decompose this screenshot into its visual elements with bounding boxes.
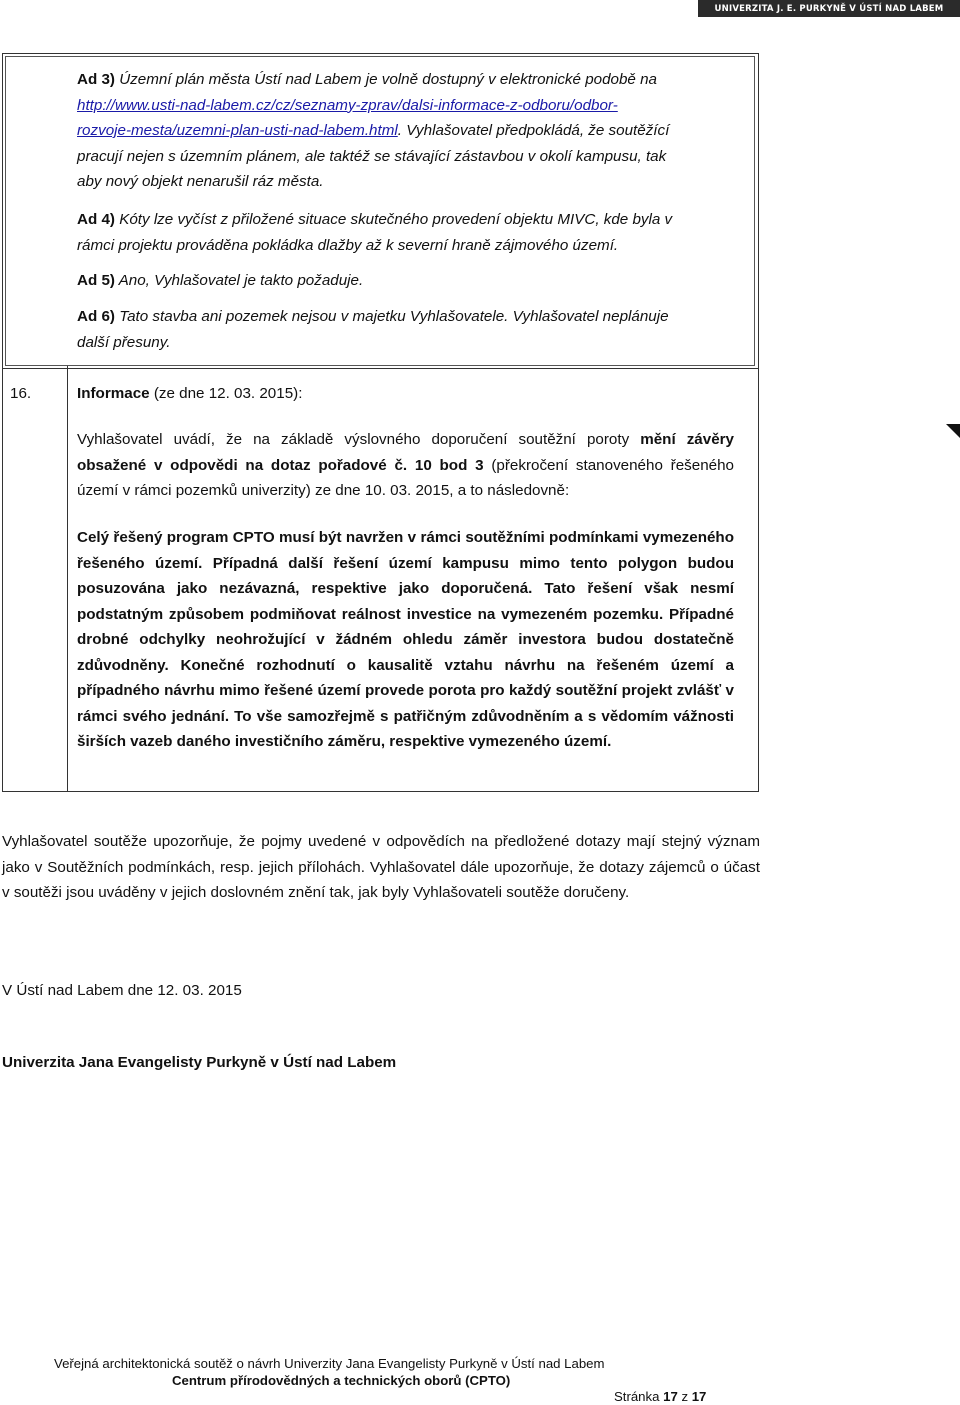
p1-bold: mění závěry obsažené v odpovědi na dotaz pořadové č. 10 bod 3 [77, 431, 735, 474]
item-title-bold: Informace [77, 385, 150, 402]
ad6-line2: další přesuny. [77, 333, 171, 351]
answer-ad3 [77, 67, 757, 195]
ad3-text: Územní plán města Ústí nad Labem je volně dostupný v elektronické podobě na [119, 71, 657, 88]
ad3-label: Ad 3) [77, 71, 115, 88]
ad3-text-cont: . Vyhlašovatel předpokládá, že soutěžící [397, 122, 670, 139]
answer-ad4 [77, 207, 757, 258]
column-divider [67, 366, 68, 791]
ad5-text: Ano, Vyhlašovatel je takto požaduje. [118, 272, 364, 289]
ad6-line1: Tato stavba ani pozemek nejsou v majetku Vyhlašovatele. Vyhlašovatel neplánuje [119, 308, 669, 325]
page-number [614, 1389, 706, 1404]
university-brand-header [698, 0, 960, 17]
urban-plan-link[interactable]: http://www.usti-nad-labem.cz/cz/seznamy-zprav/dalsi-informace-z-odboru/odbor- [77, 96, 618, 114]
signature: Univerzita Jana Evangelisty Purkyně v Ústí nad Labem [2, 1054, 397, 1071]
ad3-line3: pracují nejen s územním plánem, ale taktéž se stávající zástavbou v okolí kampusu, tak [77, 147, 667, 165]
page-sep: z [677, 1389, 692, 1404]
p1-text: Vyhlašovatel uvádí, že na základě výslovného doporučení soutěžní poroty [77, 431, 641, 448]
place-and-date: V Ústí nad Labem dne 12. 03. 2015 [2, 982, 242, 999]
ad3-line4: aby nový objekt nenarušil ráz města. [77, 173, 324, 190]
ad4-line2: rámci projektu prováděna pokládka dlažby až k severní hraně zájmového území. [77, 236, 619, 254]
footer-line-1: Veřejná architektonická soutěž o návrh Univerzity Jana Evangelisty Purkyně v Ústí nad Labem [54, 1356, 605, 1371]
ad6-label: Ad 6) [77, 308, 115, 325]
page-total: 17 [691, 1389, 707, 1404]
answer-ad5 [77, 268, 757, 294]
brand-text: UNIVERZITA J. E. PURKYNĚ V ÚSTÍ NAD LABEM [714, 3, 944, 14]
row-divider [3, 368, 758, 369]
page-label: Stránka [614, 1389, 664, 1404]
page-corner-marker [946, 424, 960, 438]
ad5-label: Ad 5) [77, 272, 115, 289]
item16-paragraph-2: Celý řešený program CPTO musí být navržen v rámci soutěžními podmínkami vymezeného řešeného území. Případná další řešení území kampusu mimo tento polygon budou posuzována jako nezávazná, respektive jako doporučená. Tato řešení však nesmí podstatným způsobem podmiňovat reálnost investice na vymezeném pozemku. Případné drobné odchylky neohrožující v žádném ohledu záměr investora budou dostatečně zdůvodněny. Konečné rozhodnutí o kausalitě vztahu návrhu na řešeném území a případného návrhu mimo řešené území provede porota pro každý soutěžní projekt zvlášť v rámci svého jednání. To vše samozřejmě s patřičným zdůvodněním a s vědomím vážnosti širších vazeb daného investičního záměru, respektive vymezeného území. [77, 529, 734, 750]
urban-plan-link-cont[interactable]: rozvoje-mesta/uzemni-plan-usti-nad-labem.html [77, 122, 398, 139]
item-number: 16. [10, 385, 32, 402]
item-title [77, 381, 757, 407]
footer-line-2: Centrum přírodovědných a technických oborů (CPTO) [172, 1373, 511, 1388]
page-current: 17 [663, 1389, 678, 1404]
ad4-label: Ad 4) [77, 211, 115, 228]
answer-ad6 [77, 304, 757, 355]
notice-paragraph: Vyhlašovatel soutěže upozorňuje, že pojmy uvedené v odpovědích na předložené dotazy mají stejný význam jako v Soutěžních podmínkách, resp. jejich přílohách. Vyhlašovatel dále upozorňuje, že dotazy zájemců o účast v soutěži jsou uváděny v jejich doslovném znění tak, jak byly Vyhlašovateli soutěže doručeny. [2, 833, 760, 901]
item16-paragraph-1 [77, 427, 734, 504]
p1-text-cont: (překročení stanoveného řešeného území v rámci pozemků univerzity) ze dne 10. 03. 2015, a to následovně: [77, 456, 734, 499]
item-title-date: (ze dne 12. 03. 2015): [149, 385, 303, 402]
ad4-line1: Kóty lze vyčíst z přiložené situace skutečného provedení objektu MIVC, kde byla v [119, 211, 673, 228]
